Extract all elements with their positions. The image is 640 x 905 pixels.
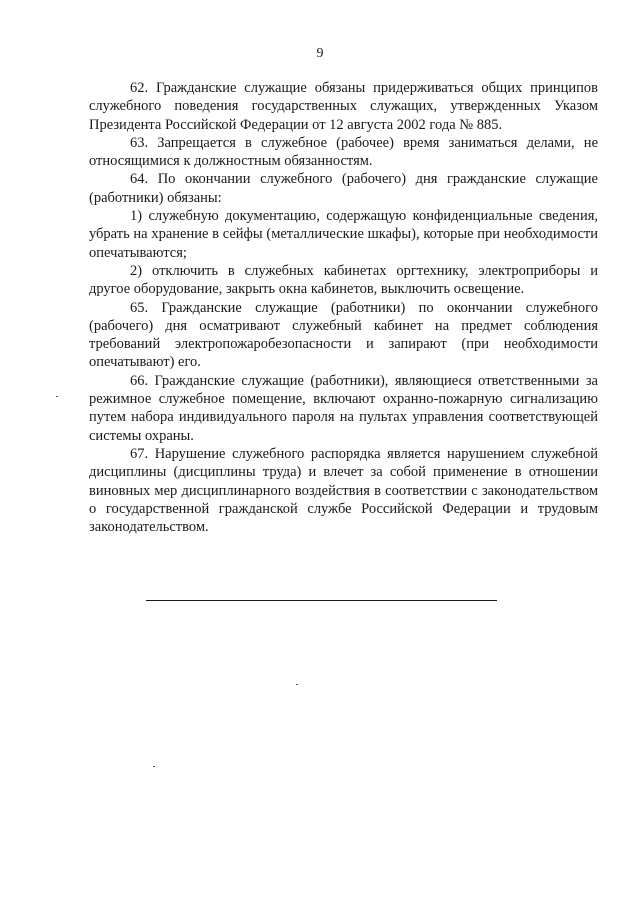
paragraph-63: 63. Запрещается в служебное (рабочее) время заниматься делами, не относящимися к должностным обязанностям.	[89, 134, 598, 170]
scan-speck	[153, 766, 155, 767]
closing-rule	[146, 600, 497, 601]
scan-speck	[296, 684, 298, 685]
paragraph-64-item-2: 2) отключить в служебных кабинетах оргтехнику, электроприборы и другое оборудование, закрыть окна кабинетов, выключить освещение.	[89, 262, 598, 298]
paragraph-64-item-1: 1) служебную документацию, содержащую конфиденциальные сведения, убрать на хранение в сейфы (металлические шкафы), которые при необходимости опечатываются;	[89, 208, 598, 261]
paragraph-64: 64. По окончании служебного (рабочего) дня гражданские служащие (работники) обязаны:	[89, 171, 598, 206]
paragraph-62: 62. Гражданские служащие обязаны придерживаться общих принципов служебного поведения государственных служащих, утвержденных Указом Президента Российской Федерации от 12 августа 2002 года № 885.	[89, 80, 598, 133]
paragraph-67: 67. Нарушение служебного распорядка является нарушением служебной дисциплины (дисциплины труда) и влечет за собой применение в отношении виновных мер дисциплинарного воздействия в соответствии с законодательством о государственной гражданской службе Российской Федерации и трудовым законодательством.	[89, 445, 598, 536]
page-number: 9	[316, 46, 324, 61]
scan-speck	[56, 396, 58, 397]
paragraph-65: 65. Гражданские служащие (работники) по окончании служебного (рабочего) дня осматривают служебный кабинет на предмет соблюдения требований электропожаробезопасности и запирают (при необходимости опечатывают) его.	[89, 299, 598, 371]
paragraph-66: 66. Гражданские служащие (работники), являющиеся ответственными за режимное служебное помещение, включают охранно-пожарную сигнализацию путем набора индивидуального пароля на пультах управления соответствующей системы охраны.	[89, 372, 598, 444]
document-body	[89, 79, 598, 536]
